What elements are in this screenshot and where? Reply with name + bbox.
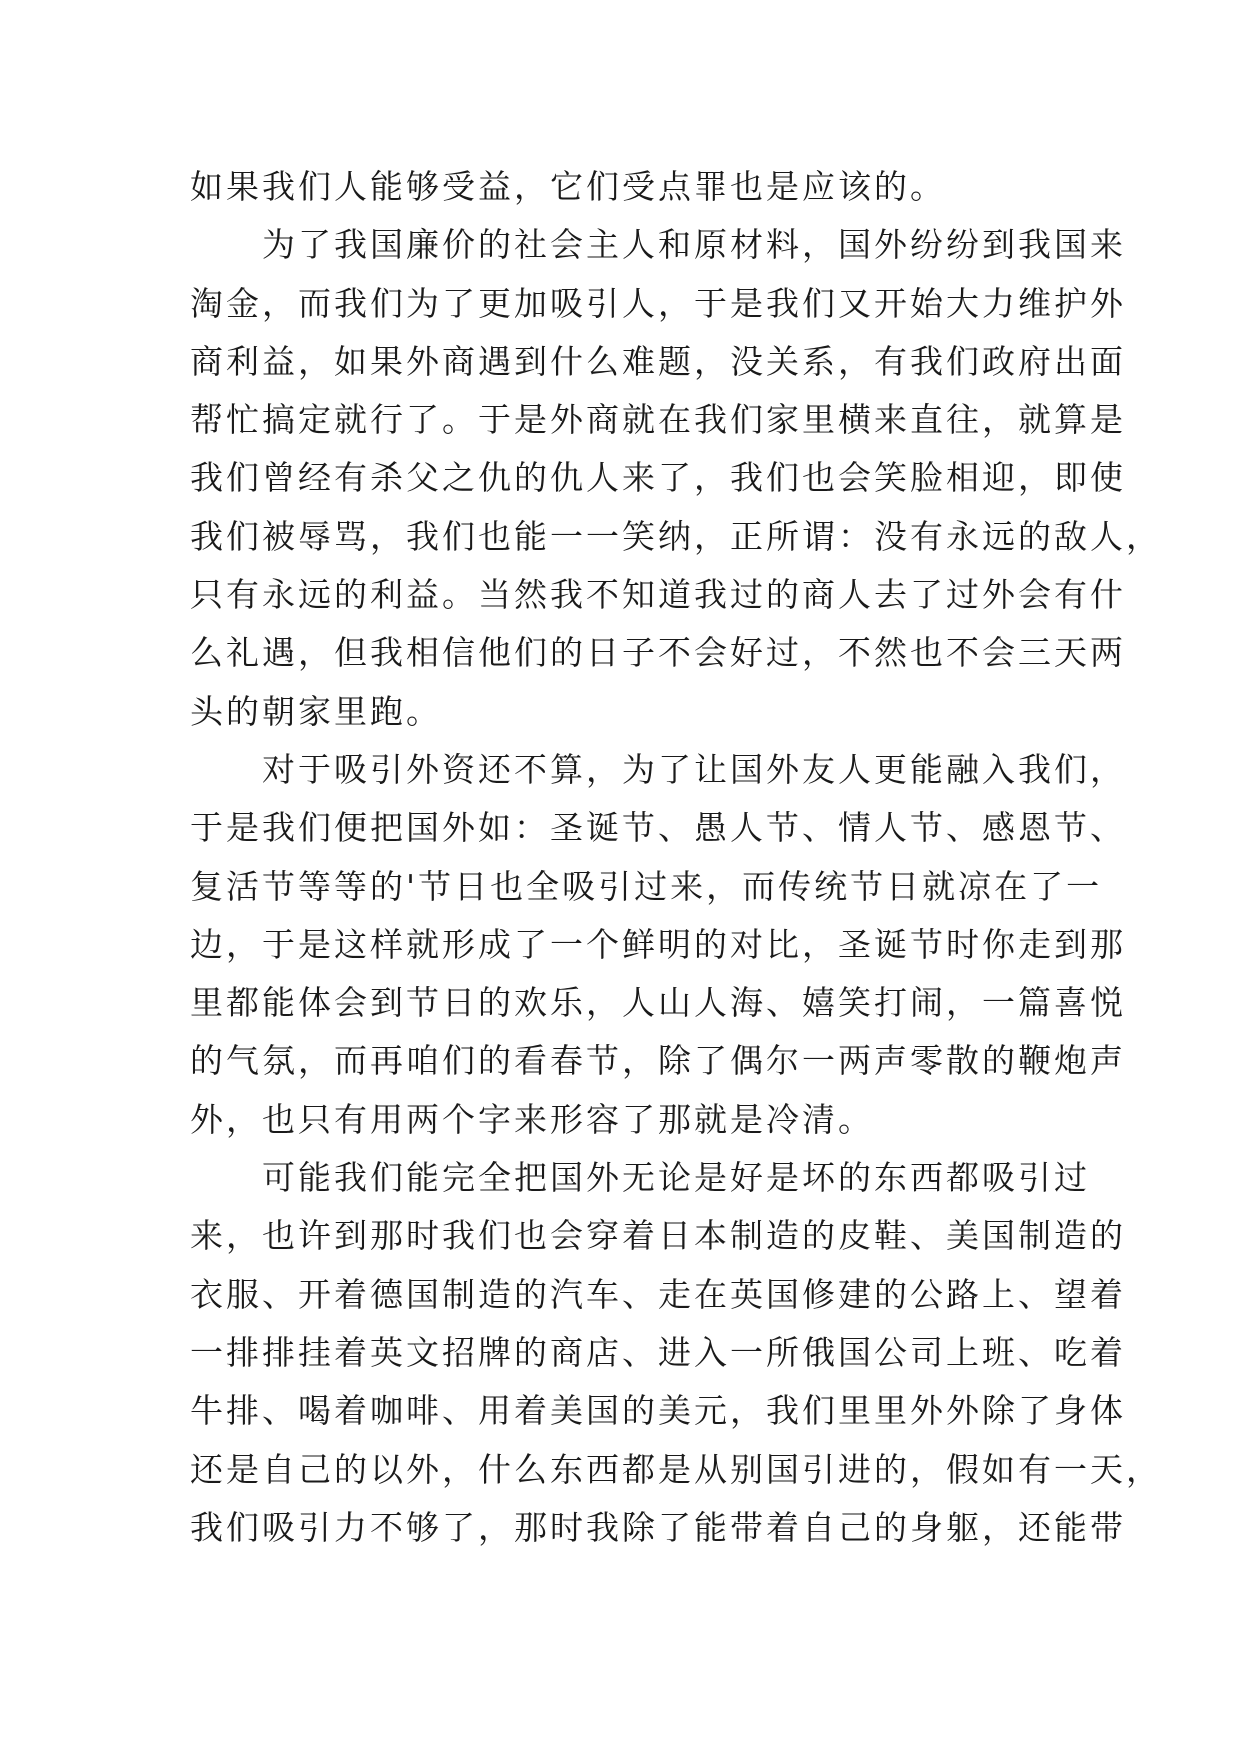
text-line: 里都能体会到节日的欢乐，人山人海、嬉笑打闹，一篇喜悦 <box>190 983 1126 1023</box>
text-line: 外，也只有用两个字来形容了那就是冷清。 <box>190 1099 874 1139</box>
text-line: 我们被辱骂，我们也能一一笑纳，正所谓：没有永远的敌人， <box>190 516 1162 556</box>
text-line: 来，也许到那时我们也会穿着日本制造的皮鞋、美国制造的 <box>190 1216 1126 1256</box>
text-line: 复活节等等的'节日也全吸引过来，而传统节日就凉在了一 <box>190 866 1103 906</box>
text-line: 于是我们便把国外如：圣诞节、愚人节、情人节、感恩节、 <box>190 808 1126 848</box>
text-line: 帮忙搞定就行了。于是外商就在我们家里横来直往，就算是 <box>190 400 1126 440</box>
text-line: 我们吸引力不够了，那时我除了能带着自己的身躯，还能带 <box>190 1507 1126 1547</box>
text-line: 头的朝家里跑。 <box>190 691 442 731</box>
text-line: 对于吸引外资还不算，为了让国外友人更能融入我们， <box>190 749 1126 789</box>
text-line: 如果我们人能够受益，它们受点罪也是应该的。 <box>190 167 946 206</box>
text-line: 的气氛，而再咱们的看春节，除了偶尔一两声零散的鞭炮声 <box>190 1041 1126 1081</box>
text-line: 为了我国廉价的社会主人和原材料，国外纷纷到我国来 <box>190 225 1126 265</box>
body-text <box>190 158 1162 1557</box>
text-line: 么礼遇，但我相信他们的日子不会好过，不然也不会三天两 <box>190 633 1126 673</box>
text-line: 衣服、开着德国制造的汽车、走在英国修建的公路上、望着 <box>190 1274 1126 1314</box>
text-line: 边，于是这样就形成了一个鲜明的对比，圣诞节时你走到那 <box>190 924 1126 964</box>
text-line: 商利益，如果外商遇到什么难题，没关系，有我们政府出面 <box>190 341 1126 381</box>
text-line: 我们曾经有杀父之仇的仇人来了，我们也会笑脸相迎，即使 <box>190 458 1126 498</box>
text-line: 还是自己的以外，什么东西都是从别国引进的，假如有一天， <box>190 1449 1162 1489</box>
text-line: 只有永远的利益。当然我不知道我过的商人去了过外会有什 <box>190 575 1126 615</box>
text-line: 淘金，而我们为了更加吸引人，于是我们又开始大力维护外 <box>190 283 1126 323</box>
text-line: 可能我们能完全把国外无论是好是坏的东西都吸引过 <box>190 1158 1090 1198</box>
text-line: 一排排挂着英文招牌的商店、进入一所俄国公司上班、吃着 <box>190 1332 1126 1372</box>
text-line: 牛排、喝着咖啡、用着美国的美元，我们里里外外除了身体 <box>190 1391 1126 1431</box>
